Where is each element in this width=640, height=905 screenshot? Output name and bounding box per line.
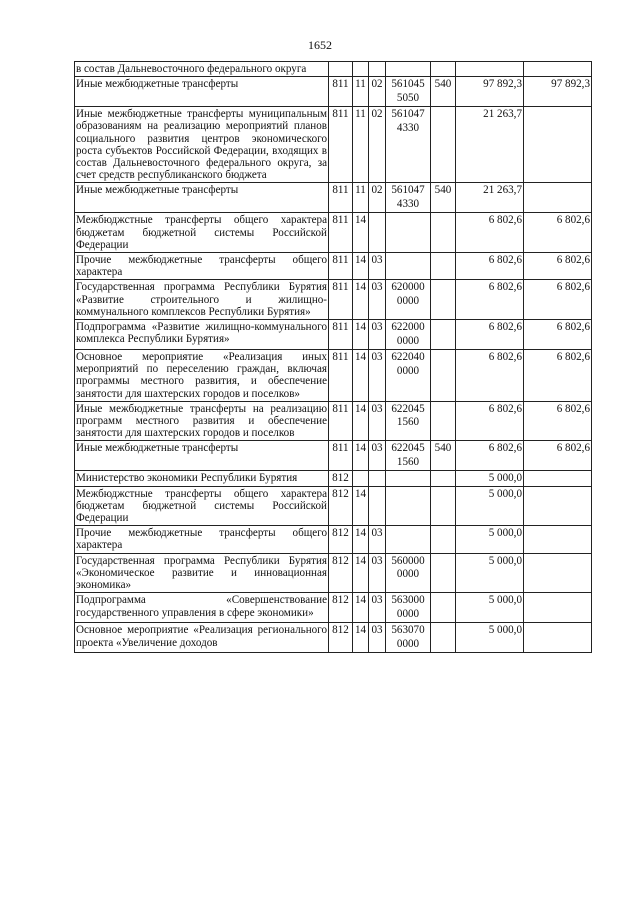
row-name: Иные межбюджетные трансферты [75, 441, 329, 471]
row-amount-1: 6 802,6 [456, 401, 524, 441]
row-ved-code: 811 [329, 441, 353, 471]
table-row [75, 593, 592, 623]
row-section-code: 14 [353, 593, 369, 623]
row-subsection-code: 03 [369, 320, 386, 350]
row-subsection-code: 03 [369, 253, 386, 280]
row-amount-2: 6 802,6 [524, 350, 592, 402]
row-ved-code: 811 [329, 350, 353, 402]
row-target-code: 563070 0000 [386, 623, 431, 653]
row-amount-2: 6 802,6 [524, 280, 592, 320]
row-section-code: 14 [353, 280, 369, 320]
row-subsection-code: 02 [369, 183, 386, 213]
row-target-code: 563000 0000 [386, 593, 431, 623]
row-ved-code: 812 [329, 553, 353, 593]
row-ved-code: 811 [329, 320, 353, 350]
row-expense-type-code [431, 350, 456, 402]
row-ved-code: 811 [329, 77, 353, 107]
row-target-code [386, 213, 431, 253]
row-ved-code: 812 [329, 486, 353, 526]
row-ved-code: 811 [329, 401, 353, 441]
row-amount-1: 5 000,0 [456, 526, 524, 553]
row-subsection-code [369, 486, 386, 526]
row-expense-type-code [431, 526, 456, 553]
row-subsection-code: 03 [369, 401, 386, 441]
row-amount-1: 6 802,6 [456, 350, 524, 402]
row-target-code: 622045 1560 [386, 401, 431, 441]
row-target-code [386, 471, 431, 486]
row-amount-1: 5 000,0 [456, 593, 524, 623]
row-section-code: 14 [353, 553, 369, 593]
row-ved-code: 811 [329, 280, 353, 320]
row-name: Подпрограмма «Совершенствование государственного управления в сфере экономики» [75, 593, 329, 623]
table-row [75, 107, 592, 183]
row-name: в состав Дальневосточного федерального округа [75, 62, 329, 77]
row-target-code: 622040 0000 [386, 350, 431, 402]
row-amount-1: 21 263,7 [456, 183, 524, 213]
row-subsection-code [369, 62, 386, 77]
row-section-code: 14 [353, 526, 369, 553]
row-amount-1: 6 802,6 [456, 441, 524, 471]
row-name: Иные межбюджетные трансферты муниципальным образованиям на реализацию мероприятий планов социального развития центров экономического роста субъектов Российской Федерации, входящих в состав Дальневосточного федерального округа, за счет средств республиканского бюджета [76, 108, 327, 182]
row-section-code: 14 [353, 213, 369, 253]
row-expense-type-code: 540 [431, 441, 456, 471]
row-ved-code: 811 [329, 183, 353, 213]
row-expense-type-code [431, 471, 456, 486]
row-section-code: 14 [353, 401, 369, 441]
row-amount-2 [524, 183, 592, 213]
row-section-code: 11 [353, 183, 369, 213]
row-amount-2 [524, 593, 592, 623]
row-subsection-code [369, 213, 386, 253]
page-number: 1652 [308, 38, 332, 52]
row-expense-type-code [431, 623, 456, 653]
row-section-code [353, 62, 369, 77]
row-subsection-code: 03 [369, 526, 386, 553]
table-row [75, 471, 592, 486]
row-target-code [386, 486, 431, 526]
row-section-code: 14 [353, 320, 369, 350]
row-amount-2 [524, 486, 592, 526]
row-amount-2: 6 802,6 [524, 213, 592, 253]
table-body [75, 62, 592, 653]
table-row [75, 553, 592, 593]
row-amount-1: 6 802,6 [456, 280, 524, 320]
row-amount-1: 5 000,0 [456, 553, 524, 593]
row-subsection-code: 03 [369, 280, 386, 320]
row-subsection-code: 03 [369, 441, 386, 471]
row-ved-code: 812 [329, 593, 353, 623]
row-ved-code: 812 [329, 526, 353, 553]
row-subsection-code: 03 [369, 553, 386, 593]
row-target-code [386, 62, 431, 77]
row-target-code [386, 526, 431, 553]
row-section-code: 14 [353, 623, 369, 653]
row-ved-code [329, 62, 353, 77]
row-section-code [353, 471, 369, 486]
row-amount-2 [524, 62, 592, 77]
row-amount-1: 21 263,7 [456, 107, 524, 183]
row-name: Государственная программа Республики Бурятия «Развитие строительного и жилищно-коммунального комплексов Республики Бурятия» [76, 281, 327, 318]
row-section-code: 11 [353, 77, 369, 107]
row-expense-type-code: 540 [431, 183, 456, 213]
row-amount-1: 5 000,0 [456, 486, 524, 526]
row-expense-type-code [431, 401, 456, 441]
row-section-code: 14 [353, 350, 369, 402]
table-row [75, 280, 592, 320]
row-target-code: 561047 4330 [386, 107, 431, 183]
row-amount-2: 6 802,6 [524, 441, 592, 471]
row-name: Прочие межбюджетные трансферты общего характера [76, 527, 327, 552]
row-section-code: 14 [353, 253, 369, 280]
row-name: Межбюджстные трансферты общего характера бюджетам бюджетной системы Российской Федерации [76, 487, 327, 525]
row-section-code: 11 [353, 107, 369, 183]
row-name: Межбюджстные трансферты общего характера бюджетам бюджетной системы Российской Федерации [76, 214, 327, 251]
table-row [75, 350, 592, 402]
row-name: Министерство экономики Республики Бурятия [75, 471, 329, 486]
table-row [75, 77, 592, 107]
row-section-code: 14 [353, 486, 369, 526]
row-amount-2: 6 802,6 [524, 253, 592, 280]
row-target-code [386, 253, 431, 280]
table-row [75, 213, 592, 253]
row-name: Государственная программа Республики Бурятия «Экономическое развитие и инновационная экономика» [76, 554, 327, 592]
row-amount-2 [524, 471, 592, 486]
row-amount-1: 6 802,6 [456, 320, 524, 350]
row-expense-type-code [431, 62, 456, 77]
row-ved-code: 811 [329, 253, 353, 280]
row-section-code: 14 [353, 441, 369, 471]
row-target-code: 622000 0000 [386, 320, 431, 350]
table-row [75, 401, 592, 441]
row-name: Основное мероприятие «Реализация регионального проекта «Увеличение доходов [75, 623, 329, 653]
row-ved-code: 812 [329, 471, 353, 486]
row-amount-1: 6 802,6 [456, 253, 524, 280]
row-amount-2: 6 802,6 [524, 401, 592, 441]
row-name: Подпрограмма «Развитие жилищно-коммунального комплекса Республики Бурятия» [75, 320, 329, 350]
table-row [75, 320, 592, 350]
row-amount-2 [524, 107, 592, 183]
row-subsection-code: 02 [369, 107, 386, 183]
table-row [75, 526, 592, 553]
row-amount-2: 97 892,3 [524, 77, 592, 107]
row-amount-1: 6 802,6 [456, 213, 524, 253]
row-ved-code: 811 [329, 213, 353, 253]
table-row [75, 486, 592, 526]
row-amount-2: 6 802,6 [524, 320, 592, 350]
table-row [75, 623, 592, 653]
row-expense-type-code [431, 213, 456, 253]
row-name: Иные межбюджетные трансферты [75, 77, 329, 107]
table-row [75, 62, 592, 77]
row-expense-type-code [431, 280, 456, 320]
row-amount-2 [524, 623, 592, 653]
row-subsection-code: 02 [369, 77, 386, 107]
row-expense-type-code [431, 320, 456, 350]
row-amount-1 [456, 62, 524, 77]
row-subsection-code: 03 [369, 593, 386, 623]
row-target-code: 561047 4330 [386, 183, 431, 213]
table-row [75, 253, 592, 280]
table-row [75, 183, 592, 213]
row-amount-2 [524, 526, 592, 553]
row-expense-type-code [431, 253, 456, 280]
row-expense-type-code [431, 107, 456, 183]
budget-table [74, 61, 592, 653]
row-expense-type-code: 540 [431, 77, 456, 107]
row-ved-code: 812 [329, 623, 353, 653]
row-ved-code: 811 [329, 107, 353, 183]
row-amount-1: 5 000,0 [456, 471, 524, 486]
row-name: Иные межбюджетные трансферты [75, 183, 329, 213]
row-subsection-code: 03 [369, 350, 386, 402]
row-expense-type-code [431, 486, 456, 526]
row-target-code: 560000 0000 [386, 553, 431, 593]
row-expense-type-code [431, 593, 456, 623]
row-amount-2 [524, 553, 592, 593]
row-name: Прочие межбюджетные трансферты общего характера [76, 254, 327, 279]
row-expense-type-code [431, 553, 456, 593]
row-target-code: 561045 5050 [386, 77, 431, 107]
row-target-code: 622045 1560 [386, 441, 431, 471]
row-name: Иные межбюджетные трансферты на реализацию программ местного развития и обеспечение занятости для шахтерских городов и поселков [76, 402, 327, 440]
row-subsection-code: 03 [369, 623, 386, 653]
row-name: Основное мероприятие «Реализация иных мероприятий по переселению граждан, включая программы местного развития, и обеспечение занятости для шахтерских городов и поселков» [76, 351, 327, 400]
row-amount-1: 5 000,0 [456, 623, 524, 653]
row-amount-1: 97 892,3 [456, 77, 524, 107]
table-row [75, 441, 592, 471]
row-target-code: 620000 0000 [386, 280, 431, 320]
row-subsection-code [369, 471, 386, 486]
